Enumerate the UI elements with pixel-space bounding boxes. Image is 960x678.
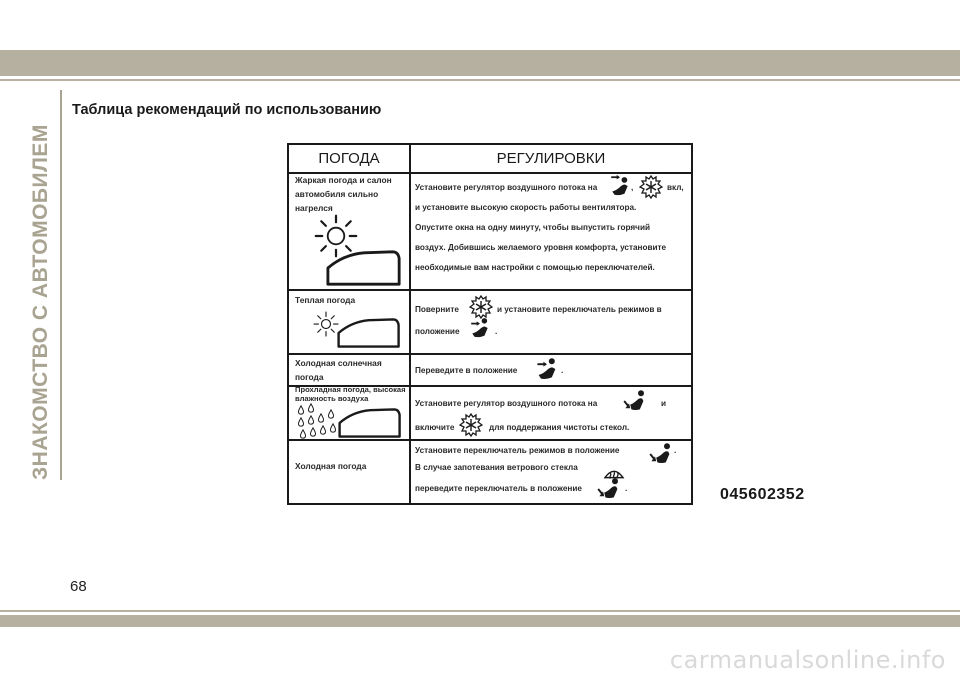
page-number: 68	[70, 578, 87, 595]
weather-warm-label: Теплая погода	[295, 295, 356, 305]
raindrop-icon	[327, 409, 335, 419]
raindrop-icon	[299, 429, 307, 439]
weather-cold-label: Холодная погода	[295, 461, 367, 471]
ac-snowflake-icon	[469, 295, 493, 319]
floor-face-vent-icon	[535, 357, 559, 381]
header-weather: ПОГОДА	[318, 150, 380, 167]
raindrop-icon	[329, 423, 337, 433]
ac-snowflake-icon	[639, 175, 663, 199]
header-band	[0, 50, 960, 76]
watermark: carmanualsonline.info	[669, 646, 946, 674]
header-settings: РЕГУЛИРОВКИ	[496, 150, 606, 167]
climate-recommendations-table: ПОГОДА РЕГУЛИРОВКИ Жаркая погода и салон автомобиля сильно нагрелся Установите регулятор воздушного потока на , вкл, и установите высокую скорость работы вентилятора. Опустите окна на одну минуту, чтобы выпустить горячий воздух. Добившись желаемого уровня комфорта, установите необходимые вам настройки с помощью переключателей. Теплая погода Поверните и установите переключатель режимов в положение . Холодная солнечная погода Переведите в положение . Прохладная погода, высокая влажность воздуха Установите регулятор воздушного потока на и включите для поддержания чистоты стекол. Холодная погода Установите переключатель режимов в положение . В случае запотевания ветрового стекла переведите переключатель в положение .	[287, 143, 693, 505]
face-vent-icon	[609, 175, 631, 197]
weather-humid-label: Прохладная погода, высокая влажность воздуха	[295, 385, 406, 403]
figure-code: 045602352	[720, 486, 805, 503]
ac-snowflake-icon	[459, 413, 483, 437]
raindrop-icon	[297, 417, 305, 427]
floor-defrost-icon	[597, 477, 621, 501]
footer-rule	[0, 610, 960, 612]
raindrop-icon	[307, 415, 315, 425]
footer-band	[0, 615, 960, 627]
raindrop-icon	[307, 403, 315, 413]
page-heading: Таблица рекомендаций по использованию	[72, 102, 382, 118]
weather-cold-sunny-label: Холодная солнечная погода	[295, 358, 382, 382]
panel-vent-icon	[469, 317, 491, 339]
section-rule	[60, 90, 62, 480]
car-icon	[325, 249, 403, 287]
car-icon	[337, 407, 403, 439]
header-rule	[0, 79, 960, 81]
floor-vent-icon	[649, 442, 673, 466]
section-title-vertical: ЗНАКОМСТВО С АВТОМОБИЛЕМ	[29, 124, 52, 480]
raindrop-icon	[317, 413, 325, 423]
raindrop-icon	[319, 425, 327, 435]
weather-hot-label: Жаркая погода и салон автомобиля сильно нагрелся	[295, 175, 392, 213]
raindrop-icon	[309, 427, 317, 437]
car-icon	[333, 317, 405, 349]
raindrop-icon	[297, 405, 305, 415]
floor-vent-icon	[623, 389, 647, 413]
